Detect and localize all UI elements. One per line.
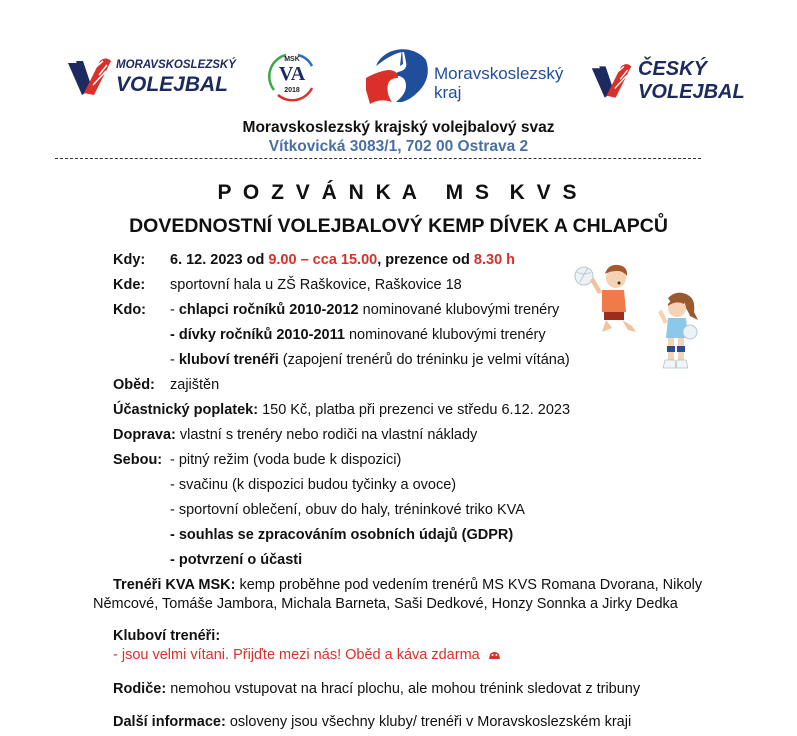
- msv-logo-line2: VOLEJBAL: [116, 73, 229, 96]
- volleyball-v-icon: [66, 57, 114, 99]
- kde-value: sportovní hala u ZŠ Raškovice, Raškovice 18: [170, 277, 462, 293]
- sebou-item: - pitný režim (voda bude k dispozici): [170, 452, 402, 468]
- kdy-date: 6. 12. 2023 od: [170, 252, 269, 268]
- klubovi-label: Kluboví trenéři:: [113, 628, 221, 644]
- page-subtitle: DOVEDNOSTNÍ VOLEJBALOVÝ KEMP DÍVEK A CHLAPCŮ: [129, 215, 668, 237]
- cvf-logo: [590, 58, 745, 106]
- sebou-item: - svačinu (k dispozici budou tyčinky a ovoce): [170, 477, 457, 493]
- obed-row: [113, 376, 219, 394]
- page-title: P O Z V Á N K A M S K V S: [217, 181, 580, 204]
- kdo-item-rest: (zapojení trenérů do tréninku je velmi vítána): [278, 352, 570, 368]
- kraj-emblem-icon: [362, 42, 434, 106]
- kde-label: Kde:: [113, 277, 146, 293]
- treneri-line1: [113, 576, 702, 594]
- kdo-item-prefix: -: [170, 352, 179, 368]
- kde-row: [113, 276, 462, 294]
- kdo-label: Kdo:: [113, 302, 147, 318]
- kdo-item: [170, 351, 570, 369]
- cvf-logo-line1: ČESKÝ: [638, 58, 707, 80]
- sebou-item: - sportovní oblečení, obuv do haly, tréninkové triko KVA: [170, 502, 525, 518]
- doprava-value: vlastní s trenéry nebo rodiči na vlastní náklady: [175, 427, 478, 443]
- kdy-presence: 8.30 h: [473, 252, 516, 268]
- kva-logo-middle: VA: [278, 63, 306, 85]
- obed-label: Oběd:: [113, 377, 155, 393]
- klubovi-row: [113, 646, 501, 664]
- treneri-text-1: kemp proběhne pod vedením trenérů MS KVS Romana Dvorana, Nikoly: [235, 577, 703, 593]
- obed-value: zajištěn: [170, 377, 220, 393]
- sebou-item: - potvrzení o účasti: [170, 552, 303, 568]
- org-address: Vítkovická 3083/1, 702 00 Ostrava 2: [268, 138, 529, 155]
- kraj-logo: [362, 42, 572, 110]
- kdo-item: [170, 301, 559, 319]
- org-name: Moravskoslezský krajský volejbalový svaz: [242, 119, 555, 136]
- girl-volleyball-illustration: [650, 290, 705, 375]
- msv-logo: [66, 55, 241, 100]
- kraj-logo-line2: kraj: [434, 83, 462, 102]
- sebou-label: Sebou:: [113, 452, 163, 468]
- rodice-label: Rodiče:: [113, 681, 167, 697]
- kdo-item-prefix: -: [170, 327, 179, 343]
- msv-logo-line1: MORAVSKOSLEZSKÝ: [116, 59, 236, 71]
- divider: [55, 158, 701, 159]
- dalsi-value: osloveny jsou všechny kluby/ trenéři v Moravskoslezském kraji: [225, 714, 632, 730]
- cvf-logo-line2: VOLEJBAL: [638, 81, 745, 103]
- dalsi-label: Další informace:: [113, 714, 226, 730]
- kdo-item: [170, 326, 546, 344]
- kdy-mid: , prezence od: [377, 252, 474, 268]
- treneri-label: Trenéři KVA MSK:: [113, 577, 236, 593]
- dalsi-row: [113, 713, 631, 731]
- poplatek-value: 150 Kč, platba při prezenci ve středu 6.12. 2023: [258, 402, 571, 418]
- doprava-row: [113, 426, 477, 444]
- kdo-row: [113, 301, 559, 319]
- kdy-value: [170, 251, 515, 269]
- sebou-row: [113, 451, 401, 469]
- kva-logo-top: MSK: [284, 56, 300, 63]
- kva-logo: [264, 50, 320, 104]
- kdo-item-bold: chlapci ročníků 2010-2012: [178, 302, 359, 318]
- kdo-item-prefix: -: [170, 302, 179, 318]
- kdy-label: Kdy:: [113, 252, 146, 268]
- kdo-item-bold: kluboví trenéři: [178, 352, 279, 368]
- boy-volleyball-illustration: [572, 262, 642, 337]
- kdo-item-rest: nominované klubovými trenéry: [344, 327, 546, 343]
- kdy-time: 9.00 – cca 15.00: [268, 252, 378, 268]
- kva-logo-bottom: 2018: [284, 87, 300, 94]
- treneri-line2: Němcové, Tomáše Jambora, Michala Barneta, Saši Dedkové, Honzy Sonnka a Jirky Dedka: [93, 596, 678, 612]
- klubovi-text: - jsou velmi vítani. Přijďte mezi nás! Oběd a káva zdarma: [113, 647, 480, 663]
- rodice-value: nemohou vstupovat na hrací plochu, ale mohou trénink sledovat z tribuny: [166, 681, 641, 697]
- kdo-item-rest: nominované klubovými trenéry: [358, 302, 560, 318]
- poplatek-row: [113, 401, 570, 419]
- doprava-label: Doprava:: [113, 427, 176, 443]
- poplatek-label: Účastnický poplatek:: [113, 402, 259, 418]
- rodice-row: [113, 680, 640, 698]
- volleyball-v-icon: [590, 62, 634, 102]
- kdy-row: [113, 251, 515, 269]
- kdo-item-bold: dívky ročníků 2010-2011: [178, 327, 345, 343]
- sebou-item: - souhlas se zpracováním osobních údajů (GDPR): [170, 527, 514, 543]
- kraj-logo-line1: Moravskoslezský: [434, 64, 564, 83]
- emoji-icon: [488, 650, 501, 660]
